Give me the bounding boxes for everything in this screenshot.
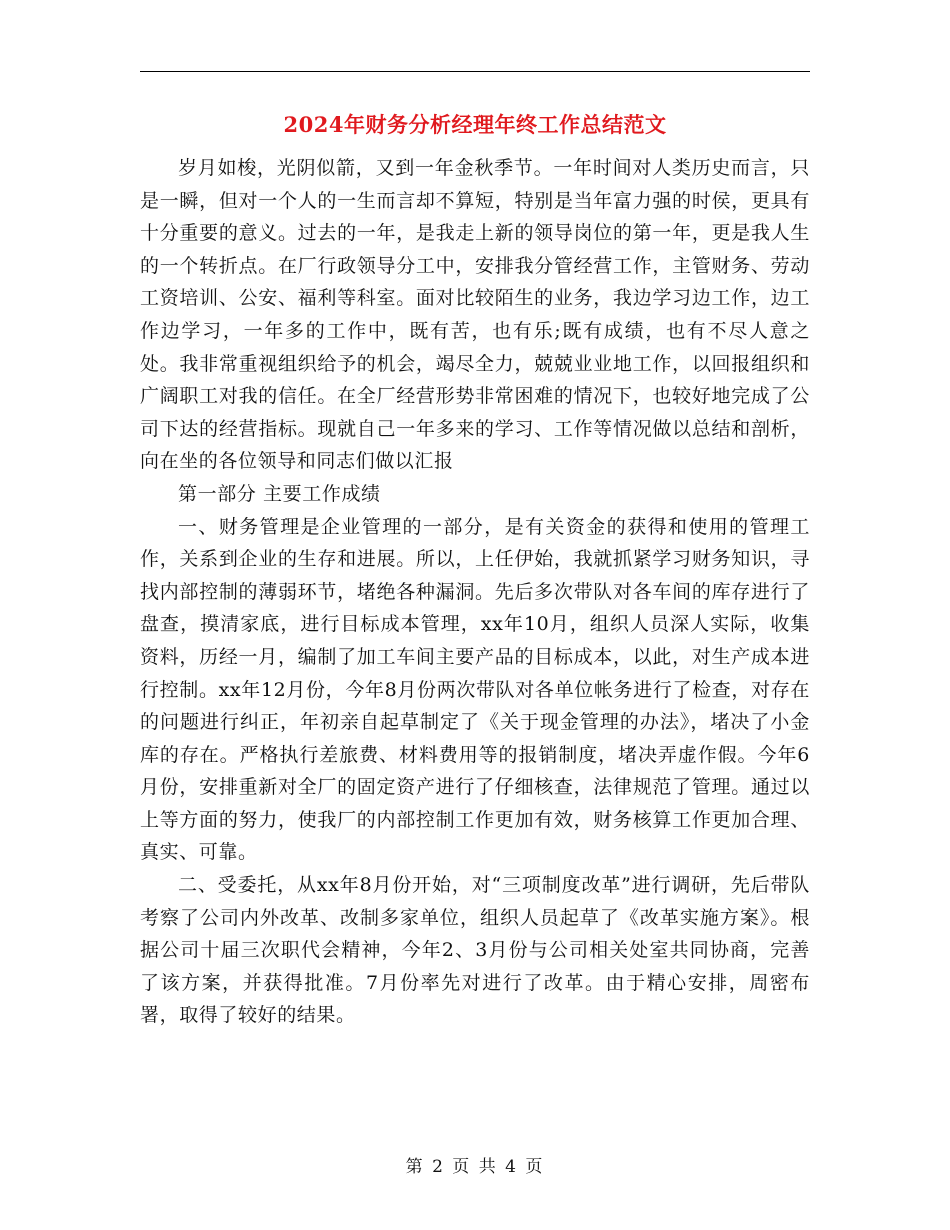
document-title: 2024年财务分析经理年终工作总结范文 [283, 112, 667, 137]
paragraph-intro: 岁月如梭，光阴似箭，又到一年金秋季节。一年时间对人类历史而言，只是一瞬，但对一个人的一生而言却不算短，特别是当年富力强的时侯，更具有十分重要的意义。过去的一年，是我走上新的领导岗位的第一年，更是我人生的一个转折点。在厂行政领导分工中，安排我分管经营工作，主管财务、劳动工资培训、公安、福利等科室。面对比较陌生的业务，我边学习边工作，边工作边学习，一年多的工作中，既有苦，也有乐;既有成绩，也有不尽人意之处。我非常重视组织给予的机会，竭尽全力，兢兢业业地工作，以回报组织和广阔职工对我的信任。在全厂经营形势非常困难的情况下，也较好地完成了公司下达的经营指标。现就自己一年多来的学习、工作等情况做以总结和剖析，向在坐的各位领导和同志们做以汇报 [140, 157, 810, 473]
document-body [140, 152, 810, 1032]
paragraph-reform: 二、受委托，从xx年8月份开始，对“三项制度改革”进行调研，先后带队考察了公司内外改革、改制多家单位，组织人员起草了《改革实施方案》。根据公司十届三次职代会精神，今年2、3月份与公司相关处室共同协商，完善了该方案，并获得批准。7月份率先对进行了改革。由于精心安排，周密布署，取得了较好的结果。 [140, 874, 810, 1027]
header-rule [140, 71, 810, 72]
paragraph-finance: 一、财务管理是企业管理的一部分，是有关资金的获得和使用的管理工作，关系到企业的生存和进展。所以，上任伊始，我就抓紧学习财务知识，寻找内部控制的薄弱环节，堵绝各种漏洞。先后多次带队对各车间的库存进行了盘查，摸清家底，进行目标成本管理，xx年10月，组织人员深人实际，收集资料，历经一月，编制了加工车间主要产品的目标成本，以此，对生产成本进行控制。xx年12月份，今年8月份两次带队对各单位帐务进行了检查，对存在的问题进行纠正，年初亲自起草制定了《关于现金管理的办法》，堵决了小金库的存在。严格执行差旅费、材料费用等的报销制度，堵决弄虚作假。今年6月份，安排重新对全厂的固定资产进行了仔细核查，法律规范了管理。通过以上等方面的努力，使我厂的内部控制工作更加有效，财务核算工作更加合理、真实、可靠。 [140, 515, 810, 864]
section-heading: 第一部分 主要工作成绩 [178, 482, 381, 505]
page-footer: 第 2 页 共 4 页 [405, 1157, 545, 1177]
